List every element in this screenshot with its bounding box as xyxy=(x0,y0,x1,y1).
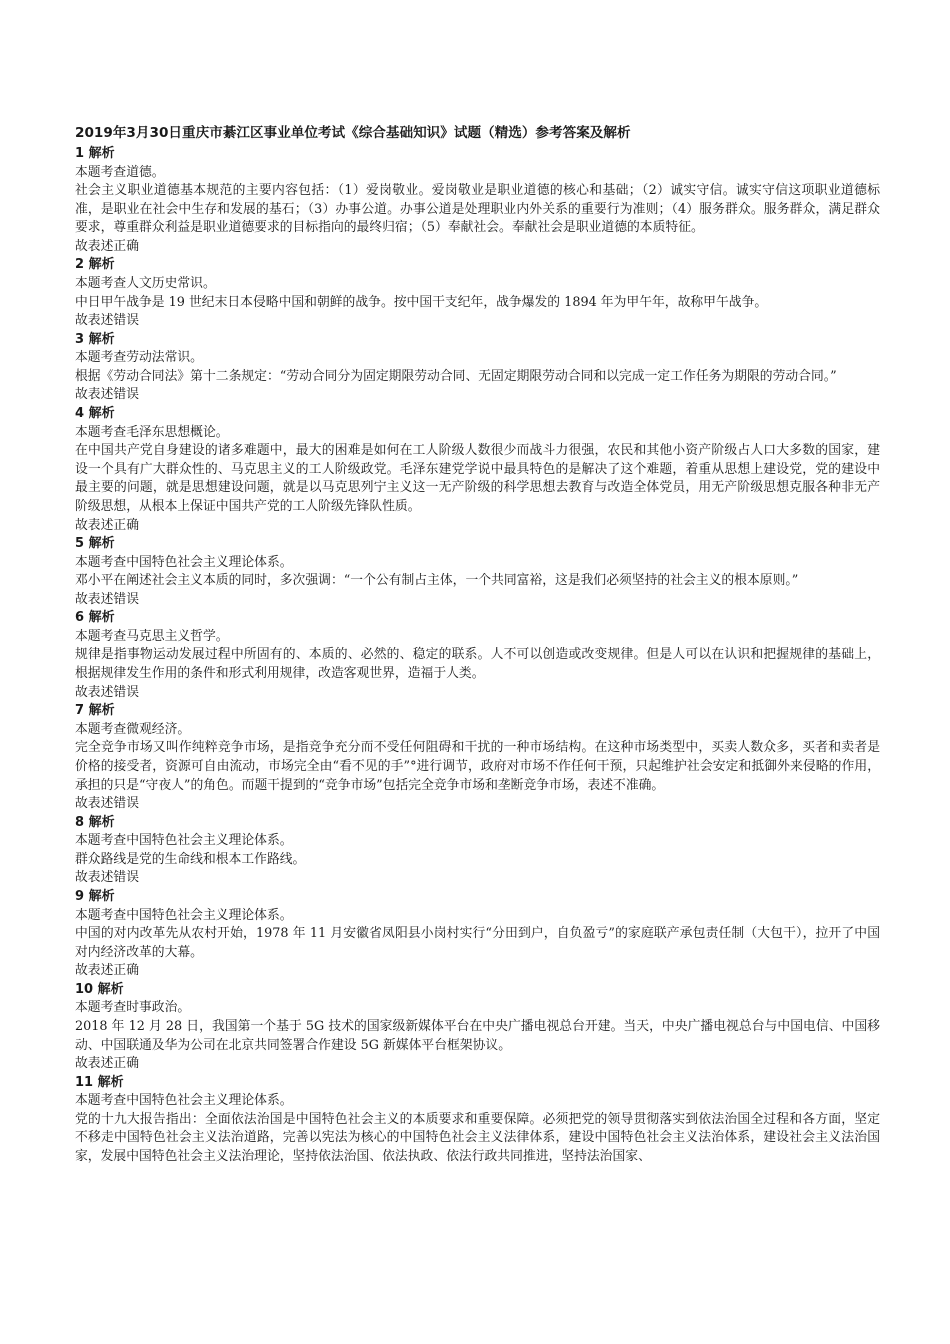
question-heading: 2 解析 xyxy=(75,257,115,273)
question-topic: 本题考查中国特色社会主义理论体系。 xyxy=(75,833,293,849)
question-heading: 10 解析 xyxy=(75,981,124,997)
question-block xyxy=(75,609,880,702)
question-heading: 8 解析 xyxy=(75,814,115,830)
question-heading: 3 解析 xyxy=(75,331,115,347)
question-explanation: 2018 年 12 月 28 日，我国第一个基于 5G 技术的国家级新媒体平台在中央广播电视总台开建。当天，中央广播电视总台与中国电信、中国移动、中国联通及华为公司在北京共同签署合作建设 5G 新媒体平台框架协议。 xyxy=(75,1018,880,1053)
question-explanation: 中日甲午战争是 19 世纪末日本侵略中国和朝鲜的战争。按中国干支纪年，战争爆发的 1894 年为甲午年，故称甲午战争。 xyxy=(75,294,768,310)
question-topic: 本题考查中国特色社会主义理论体系。 xyxy=(75,1093,293,1109)
question-verdict: 故表述正确 xyxy=(75,963,139,979)
question-topic: 本题考查中国特色社会主义理论体系。 xyxy=(75,554,293,570)
document-title: 2019年3月30日重庆市綦江区事业单位考试《综合基础知识》试题（精选）参考答案及解析 xyxy=(75,125,631,141)
question-topic: 本题考查劳动法常识。 xyxy=(75,350,203,366)
question-verdict: 故表述正确 xyxy=(75,238,139,254)
question-explanation: 群众路线是党的生命线和根本工作路线。 xyxy=(75,851,306,867)
question-block xyxy=(75,981,880,1074)
question-explanation: 在中国共产党自身建设的诸多难题中，最大的困难是如何在工人阶级人数很少而战斗力很强，农民和其他小资产阶级占人口大多数的国家，建设一个具有广大群众性的、马克思主义的工人阶级政党。毛泽东建党学说中最具特色的是解决了这个难题，着重从思想上建设党，党的建设中最主要的问题，就是思想建设问题，就是以马克思列宁主义这一无产阶级的科学思想去教育与改造全体党员，用无产阶级思想克服各种非无产阶级思想，从根本上保证中国共产党的工人阶级先锋队性质。 xyxy=(75,443,880,514)
question-heading: 4 解析 xyxy=(75,406,115,422)
question-topic: 本题考查人文历史常识。 xyxy=(75,275,216,291)
question-heading: 7 解析 xyxy=(75,703,115,719)
question-explanation: 规律是指事物运动发展过程中所固有的、本质的、必然的、稳定的联系。人不可以创造或改变规律。但是人可以在认识和把握规律的基础上，根据规律发生作用的条件和形式利用规律，改造客观世界，造福于人类。 xyxy=(75,647,880,682)
question-explanation: 党的十九大报告指出：全面依法治国是中国特色社会主义的本质要求和重要保障。必须把党的领导贯彻落实到依法治国全过程和各方面，坚定不移走中国特色社会主义法治道路，完善以宪法为核心的中国特色社会主义法律体系，建设中国特色社会主义法治体系，建设社会主义法治国家，发展中国特色社会主义法治理论，坚持依法治国、依法执政、依法行政共同推进，坚持法治国家、 xyxy=(75,1111,880,1165)
question-explanation: 根据《劳动合同法》第十二条规定：“劳动合同分为固定期限劳动合同、无固定期限劳动合同和以完成一定工作任务为期限的劳动合同。” xyxy=(75,368,837,384)
question-verdict: 故表述错误 xyxy=(75,870,139,886)
question-block xyxy=(75,1074,880,1167)
question-explanation: 社会主义职业道德基本规范的主要内容包括：（1）爱岗敬业。爱岗敬业是职业道德的核心和基础；（2）诚实守信。诚实守信这项职业道德标准，是职业在社会中生存和发展的基石；（3）办事公道。办事公道是处理职业内外关系的重要行为准则；（4）服务群众。服务群众，满足群众要求，尊重群众利益是职业道德要求的目标指向的最终归宿；（5）奉献社会。奉献社会是职业道德的本质特征。 xyxy=(75,183,880,236)
question-heading: 5 解析 xyxy=(75,536,115,552)
question-topic: 本题考查中国特色社会主义理论体系。 xyxy=(75,907,293,923)
question-block xyxy=(75,256,880,330)
document xyxy=(75,124,880,1167)
question-heading: 11 解析 xyxy=(75,1074,124,1090)
question-topic: 本题考查道德。 xyxy=(75,164,165,180)
question-verdict: 故表述错误 xyxy=(75,796,139,812)
question-heading: 6 解析 xyxy=(75,610,115,626)
question-verdict: 故表述错误 xyxy=(75,684,139,700)
question-block xyxy=(75,331,880,405)
question-block xyxy=(75,145,880,256)
question-block xyxy=(75,702,880,813)
question-explanation: 中国的对内改革先从农村开始，1978 年 11 月安徽省凤阳县小岗村实行“分田到户，自负盈亏”的家庭联产承包责任制（大包干），拉开了中国对内经济改革的大幕。 xyxy=(75,926,880,960)
question-topic: 本题考查微观经济。 xyxy=(75,721,191,737)
question-block xyxy=(75,405,880,535)
question-block xyxy=(75,814,880,888)
question-verdict: 故表述正确 xyxy=(75,517,139,533)
question-block xyxy=(75,535,880,609)
question-explanation: 邓小平在阐述社会主义本质的同时，多次强调：“一个公有制占主体，一个共同富裕，这是我们必须坚持的社会主义的根本原则。” xyxy=(75,573,799,589)
question-verdict: 故表述错误 xyxy=(75,313,139,329)
question-block xyxy=(75,888,880,981)
question-heading: 1 解析 xyxy=(75,146,115,161)
question-topic: 本题考查马克思主义哲学。 xyxy=(75,628,229,644)
question-topic: 本题考查毛泽东思想概论。 xyxy=(75,424,229,440)
question-explanation: 完全竞争市场又叫作纯粹竞争市场，是指竞争充分而不受任何阻碍和干扰的一种市场结构。在这种市场类型中，买卖人数众多，买者和卖者是价格的接受者，资源可自由流动，市场完全由“看不见的手”°进行调节，政府对市场不作任何干预，只起维护社会安定和抵御外来侵略的作用，承担的只是“守夜人”的角色。而题干提到的“竞争市场”包括完全竞争市场和垄断竞争市场，表述不准确。 xyxy=(75,740,880,793)
question-verdict: 故表述错误 xyxy=(75,591,139,607)
question-verdict: 故表述错误 xyxy=(75,387,139,403)
question-heading: 9 解析 xyxy=(75,889,115,904)
question-verdict: 故表述正确 xyxy=(75,1056,139,1072)
question-topic: 本题考查时事政治。 xyxy=(75,1000,191,1016)
